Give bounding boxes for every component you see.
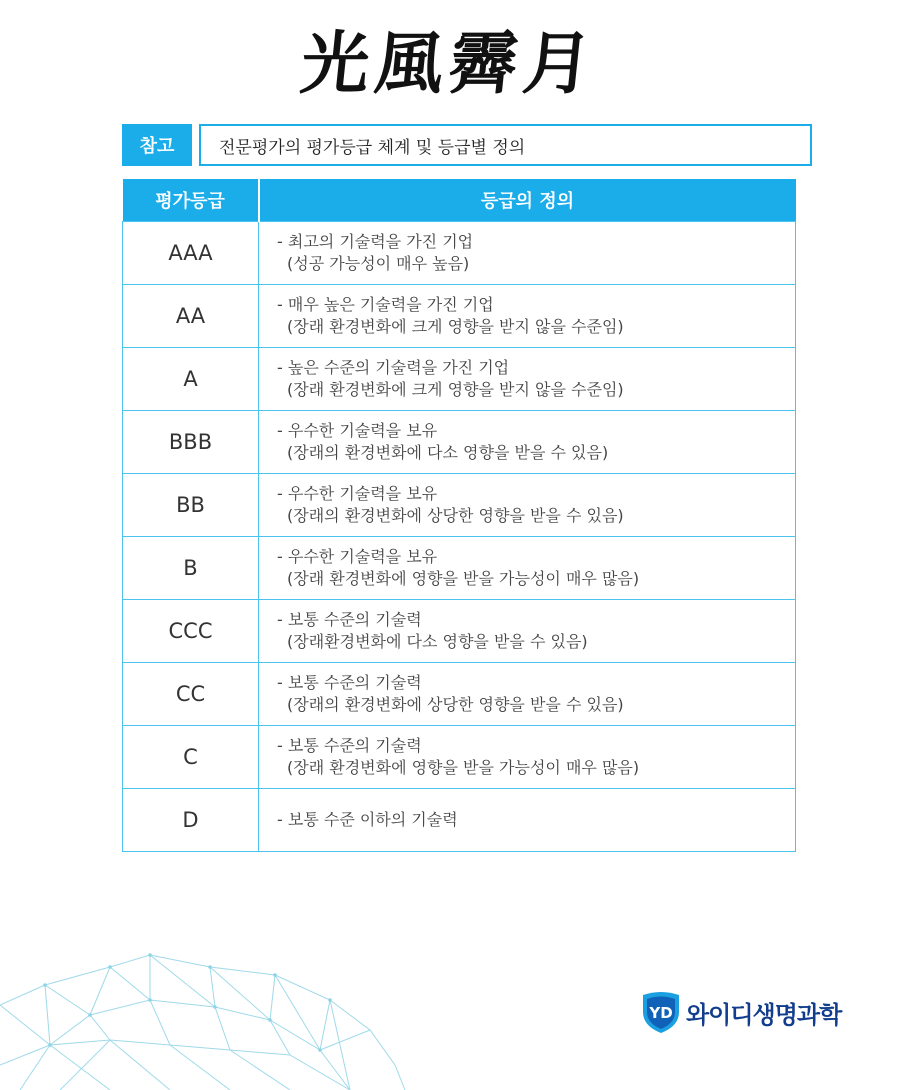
grade-cell: BB <box>123 474 259 537</box>
table-row <box>123 663 796 726</box>
grade-cell: BBB <box>123 411 259 474</box>
definition-cell <box>259 348 796 411</box>
definition-cell <box>259 726 796 789</box>
table-header-row <box>123 179 796 222</box>
company-logo <box>640 990 841 1034</box>
table-row <box>123 348 796 411</box>
definition-text: - 보통 수준의 기술력 <box>277 610 422 629</box>
definition-cell <box>259 285 796 348</box>
grade-cell: B <box>123 537 259 600</box>
grade-cell: CCC <box>123 600 259 663</box>
definition-text: - 우수한 기술력을 보유 <box>277 484 438 503</box>
definition-text: - 최고의 기술력을 가진 기업 <box>277 232 474 251</box>
definition-text: - 우수한 기술력을 보유 <box>277 547 438 566</box>
table-row <box>123 600 796 663</box>
definition-cell <box>259 411 796 474</box>
definition-text: - 높은 수준의 기술력을 가진 기업 <box>277 358 510 377</box>
definition-cell <box>259 222 796 285</box>
reference-title: 전문평가의 평가등급 체계 및 등급별 정의 <box>219 137 526 158</box>
definition-text: - 보통 수준의 기술력 <box>277 673 422 692</box>
definition-note: (장래의 환경변화에 상당한 영향을 받을 수 있음) <box>287 506 624 525</box>
definition-note: (장래환경변화에 다소 영향을 받을 수 있음) <box>287 632 588 651</box>
definition-text: - 보통 수준 이하의 기술력 <box>277 810 458 829</box>
definition-cell <box>259 789 796 852</box>
logo-mark-text: YD <box>649 1004 673 1022</box>
geodesic-pattern-decoration <box>0 945 420 1090</box>
company-name: 와이디생명과학 <box>686 1000 842 1029</box>
definition-note: (장래 환경변화에 영향을 받을 가능성이 매우 많음) <box>287 569 640 588</box>
grade-definition-table <box>122 179 796 852</box>
grade-cell: CC <box>123 663 259 726</box>
definition-note: (장래 환경변화에 크게 영향을 받지 않을 수준임) <box>287 380 624 399</box>
definition-text: - 우수한 기술력을 보유 <box>277 421 438 440</box>
grade-cell: D <box>123 789 259 852</box>
reference-badge: 참고 <box>122 124 192 166</box>
table-row <box>123 726 796 789</box>
grade-cell: A <box>123 348 259 411</box>
definition-cell <box>259 474 796 537</box>
grade-cell: AAA <box>123 222 259 285</box>
definition-note: (장래 환경변화에 영향을 받을 가능성이 매우 많음) <box>287 758 640 777</box>
grade-cell: C <box>123 726 259 789</box>
definition-note: (성공 가능성이 매우 높음) <box>287 254 470 273</box>
definition-cell <box>259 537 796 600</box>
definition-note: (장래의 환경변화에 상당한 영향을 받을 수 있음) <box>287 695 624 714</box>
header-grade: 평가등급 <box>123 179 259 222</box>
table-row <box>123 474 796 537</box>
definition-text: - 매우 높은 기술력을 가진 기업 <box>277 295 494 314</box>
definition-note: (장래 환경변화에 크게 영향을 받지 않을 수준임) <box>287 317 624 336</box>
calligraphy-title: 光風霽月 <box>297 24 602 104</box>
reference-row <box>122 124 794 166</box>
table-row <box>123 537 796 600</box>
table-row <box>123 285 796 348</box>
table-row <box>123 789 796 852</box>
grade-cell: AA <box>123 285 259 348</box>
table-row <box>123 411 796 474</box>
definition-cell <box>259 663 796 726</box>
table-row <box>123 222 796 285</box>
definition-text: - 보통 수준의 기술력 <box>277 736 422 755</box>
yd-shield-icon <box>640 990 682 1034</box>
header-definition: 등급의 정의 <box>259 179 796 222</box>
reference-title-box <box>199 124 812 166</box>
definition-note: (장래의 환경변화에 다소 영향을 받을 수 있음) <box>287 443 609 462</box>
definition-cell <box>259 600 796 663</box>
